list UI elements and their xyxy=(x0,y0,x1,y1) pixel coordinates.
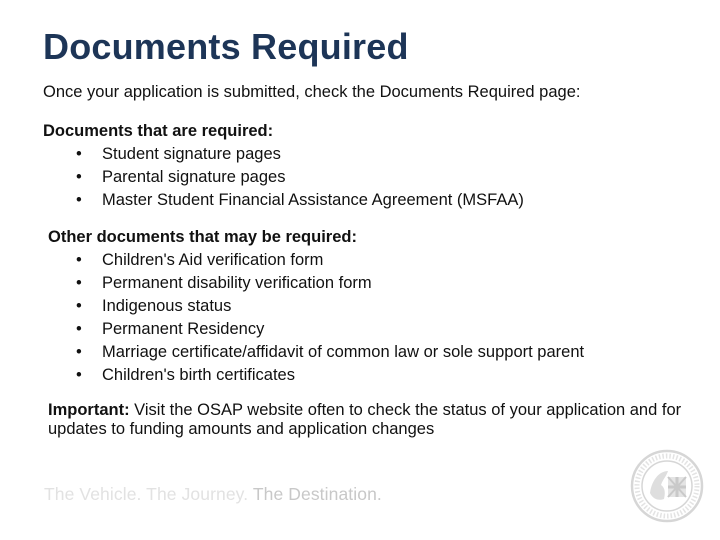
list-item-text: Master Student Financial Assistance Agreement (MSFAA) xyxy=(102,191,524,209)
list-item xyxy=(48,295,584,318)
bullet-icon: • xyxy=(76,251,82,269)
other-documents-list xyxy=(48,249,584,387)
bullet-icon: • xyxy=(76,320,82,338)
important-label: Important: xyxy=(48,401,130,419)
bullet-icon: • xyxy=(76,145,82,163)
tagline-part-2: The Destination. xyxy=(252,484,382,504)
bullet-icon: • xyxy=(76,297,82,315)
bullet-icon: • xyxy=(76,343,82,361)
seal-map-shape xyxy=(650,471,668,500)
list-item xyxy=(48,272,584,295)
required-documents-section xyxy=(43,120,524,212)
intro-text: Once your application is submitted, check the Documents Required page: xyxy=(43,83,581,101)
list-item xyxy=(43,166,524,189)
footer-tagline xyxy=(44,484,382,505)
bullet-icon: • xyxy=(76,191,82,209)
important-note xyxy=(48,401,688,439)
bullet-icon: • xyxy=(76,168,82,186)
list-item-text: Permanent Residency xyxy=(102,320,265,338)
list-item-text: Student signature pages xyxy=(102,145,281,163)
tagline-part-1: The Vehicle. The Journey. xyxy=(44,484,253,504)
list-item xyxy=(48,249,584,272)
list-item xyxy=(48,341,584,364)
required-documents-heading: Documents that are required: xyxy=(43,122,274,140)
seal-flag xyxy=(668,477,686,497)
list-item-text: Permanent disability verification form xyxy=(102,274,372,292)
list-item xyxy=(43,143,524,166)
bullet-icon: • xyxy=(76,274,82,292)
list-item xyxy=(48,364,584,387)
list-item xyxy=(43,189,524,212)
list-item-text: Parental signature pages xyxy=(102,168,286,186)
university-seal-icon xyxy=(630,449,704,523)
important-text: Visit the OSAP website often to check the status of your application and for updates to funding amounts and application changes xyxy=(48,401,682,438)
seal-lettering-band xyxy=(637,456,697,516)
list-item-text: Marriage certificate/affidavit of common law or sole support parent xyxy=(102,343,585,361)
list-item-text: Children's birth certificates xyxy=(102,366,295,384)
bullet-icon: • xyxy=(76,366,82,384)
list-item-text: Indigenous status xyxy=(102,297,232,315)
required-documents-list xyxy=(43,143,524,212)
list-item-text: Children's Aid verification form xyxy=(102,251,324,269)
list-item xyxy=(48,318,584,341)
other-documents-heading: Other documents that may be required: xyxy=(48,228,357,246)
other-documents-section xyxy=(48,226,584,387)
page-title: Documents Required xyxy=(43,26,409,67)
